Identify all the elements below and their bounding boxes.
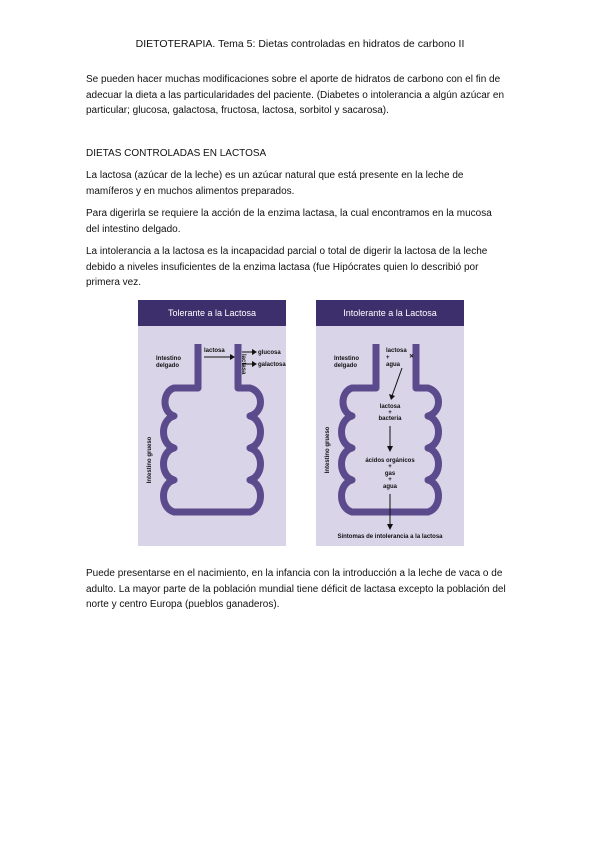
intolerant-step3-plus-2: + — [388, 477, 392, 483]
intolerant-intestine-label-2: delgado — [334, 363, 358, 369]
intolerant-symptoms-label: Síntomas de intolerancia a la lactosa — [337, 534, 443, 540]
intolerant-water-label: agua — [386, 362, 401, 368]
section-title: DIETAS CONTROLADAS EN LACTOSA — [86, 148, 267, 159]
intolerant-step3-water: agua — [382, 484, 398, 490]
tolerant-enzyme-label: lactasa — [240, 354, 246, 375]
intolerant-step3-plus-1: + — [388, 464, 392, 470]
figure-tolerant — [138, 300, 286, 546]
intolerant-step3-gas: gas — [384, 471, 396, 477]
intolerant-step2-lactose: lactosa — [379, 404, 401, 410]
blocked-x-icon: ✕ — [409, 354, 415, 360]
intolerant-step3-acids: ácidos orgánicos — [365, 458, 415, 464]
paragraph-intolerance: La intolerancia a la lactosa es la incapacidad parcial o total de digerir la lactosa de la leche debido a niveles insuficientes de la enzima lactasa (fue Hipócrates quien lo describió por primera vez. — [86, 246, 488, 288]
intolerant-step2-plus: + — [388, 410, 392, 416]
tolerant-glucose-label: glucosa — [258, 350, 281, 356]
intro-paragraph: Se pueden hacer muchas modificaciones sobre el aporte de hidratos de carbono con el fin de adecuar la dieta a las particularidades del paciente. (Diabetes o intolerancia a algún azúcar en particular; glucosa, galactosa, fructosa, lactosa, sorbitol y sacarosa). — [86, 74, 505, 116]
intolerant-lactose-label: lactosa — [386, 348, 407, 354]
paragraph-onset: Puede presentarse en el nacimiento, en la infancia con la introducción a la leche de vaca o de adulto. La mayor parte de la población mundial tiene déficit de lactasa excepto la población del norte y centro Europa (pueblos ganaderos). — [86, 568, 506, 610]
figure-tolerant-title: Tolerante a la Lactosa — [167, 308, 257, 318]
tolerant-galactose-label: galactosa — [258, 362, 286, 368]
intolerant-plus-1: + — [386, 355, 390, 361]
intolerant-large-intestine-label: Intestino grueso — [325, 426, 331, 474]
tolerant-intestine-label-1: Intestino — [156, 356, 181, 362]
figure-intolerant-title: Intolerante a la Lactosa — [343, 308, 437, 318]
intolerant-intestine-label-1: Intestino — [334, 356, 359, 362]
tolerant-intestine-label-2: delgado — [156, 363, 180, 369]
tolerant-lactose-label: lactosa — [204, 348, 225, 354]
page-header: DIETOTERAPIA. Tema 5: Dietas controladas en hidratos de carbono II — [135, 38, 465, 50]
paragraph-lactose: La lactosa (azúcar de la leche) es un azúcar natural que está presente en la leche de mamíferos y en muchos alimentos preparados. — [86, 170, 464, 197]
figure-intolerant — [316, 300, 464, 546]
paragraph-lactase: Para digerirla se requiere la acción de la enzima lactasa, la cual encontramos en la mucosa del intestino delgado. — [86, 208, 492, 235]
tolerant-large-intestine-label: Intestino grueso — [147, 436, 153, 484]
intolerant-step2-bacteria: bacteria — [378, 416, 402, 422]
